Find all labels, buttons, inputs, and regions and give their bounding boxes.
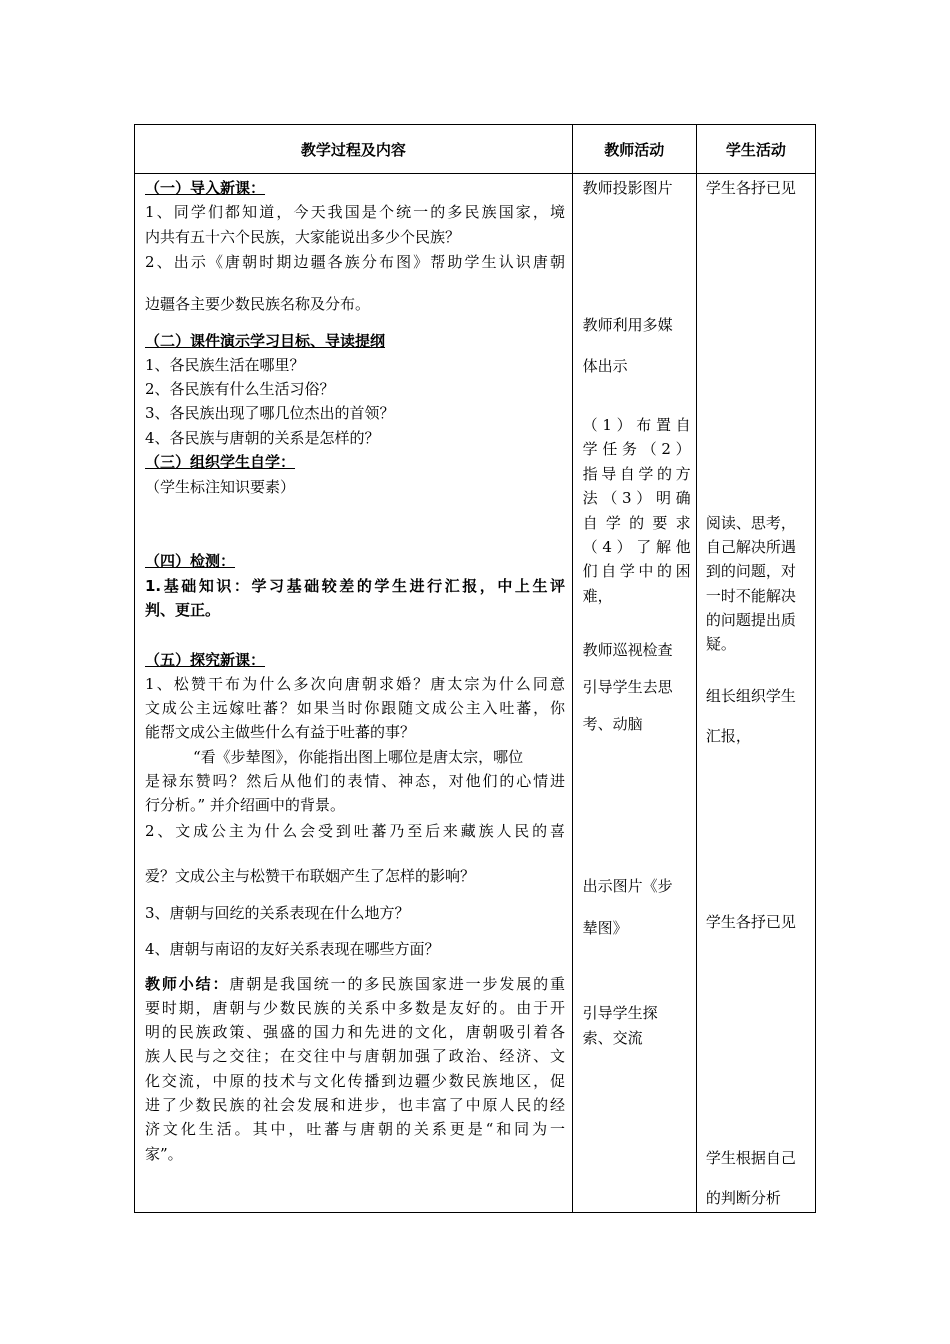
- section-1-line: 内共有五十六个民族，大家能说出多少个民族？: [145, 228, 461, 246]
- section-5-line: 爱？文成公主与松赞干布联姻产生了怎样的影响？: [145, 867, 476, 885]
- teacher-activity-text: 们自学中的困: [582, 562, 691, 580]
- teacher-activity-text: 自学的要求: [582, 514, 691, 532]
- section-5-line: 能帮文成公主做些什么有益于吐蕃的事？: [145, 723, 416, 741]
- header-row: [135, 125, 816, 174]
- student-activity-text: 疑。: [705, 635, 736, 653]
- student-activity-text: 组长组织学生: [705, 687, 796, 705]
- header-teacher-activity: 教师活动: [572, 125, 696, 174]
- section-1-line: 1、同学们都知道，今天我国是个统一的多民族国家，境: [145, 203, 565, 221]
- section-4-title: （四）检测：: [145, 552, 236, 570]
- section-5-title: （五）探究新课：: [145, 651, 266, 669]
- section-1-title: （一）导入新课：: [145, 179, 266, 197]
- section-5-line: 是禄东赞吗？然后从他们的表情、神态，对他们的心情进: [145, 772, 565, 790]
- student-activity-text: 自己解决所遇: [705, 538, 796, 556]
- header-process-content: 教学过程及内容: [135, 125, 573, 174]
- process-content-cell: [135, 174, 573, 1213]
- section-1-line: 2、出示《唐朝时期边疆各族分布图》帮助学生认识唐朝: [145, 253, 565, 271]
- lesson-plan-table: [134, 124, 816, 1213]
- header-student-activity: 学生活动: [696, 125, 815, 174]
- section-1-line: 边疆各主要少数民族名称及分布。: [145, 295, 371, 313]
- summary-line: 明的民族政策、强盛的国力和先进的文化，唐朝吸引着各: [145, 1023, 565, 1041]
- section-5-line: 行分析。” 并介绍画中的背景。: [145, 796, 345, 814]
- summary-label: 教师小结：: [145, 975, 230, 993]
- section-5-line: 3、唐朝与回纥的关系表现在什么地方？: [145, 904, 410, 922]
- section-3-line: （学生标注知识要素）: [145, 478, 296, 496]
- student-activity-text: 学生各抒已见: [705, 179, 796, 197]
- section-2-title: （二）课件演示学习目标、导读提纲: [145, 332, 386, 350]
- student-activity-text: 的问题提出质: [705, 611, 796, 629]
- teacher-activity-text: 指导自学的方: [582, 465, 691, 483]
- teacher-activity-text: 索、交流: [582, 1029, 643, 1047]
- section-2-line: 1、各民族生活在哪里？: [145, 356, 305, 374]
- student-activity-text: 一时不能解决: [705, 587, 796, 605]
- teacher-activity-text: 引导学生去思: [582, 678, 673, 696]
- section-3-title: （三）组织学生自学：: [145, 453, 296, 471]
- section-5-line: 1、松赞干布为什么多次向唐朝求婚？唐太宗为什么同意: [145, 675, 565, 693]
- section-5-line: 2、文成公主为什么会受到吐蕃乃至后来藏族人民的喜: [145, 822, 565, 840]
- section-2-line: 4、各民族与唐朝的关系是怎样的？: [145, 429, 380, 447]
- student-activity-text: 到的问题，对: [705, 562, 796, 580]
- summary-line: [145, 972, 565, 996]
- body-row: [135, 174, 816, 1213]
- student-activity-text: 的判断分析: [705, 1189, 781, 1207]
- teacher-activity-cell: [572, 174, 696, 1213]
- section-4-line: 判、更正。: [145, 601, 221, 619]
- teacher-activity-text: （4）了解他: [582, 538, 691, 556]
- section-5-line: 4、唐朝与南诏的友好关系表现在哪些方面？: [145, 940, 440, 958]
- section-5-line: “看《步辇图》，你能指出图上哪位是唐太宗，哪位: [193, 748, 524, 766]
- teacher-activity-text: 难，: [582, 587, 613, 605]
- teacher-activity-text: 考、动脑: [582, 715, 643, 733]
- student-activity-text: 学生各抒已见: [705, 913, 796, 931]
- teacher-activity-text: 引导学生探: [582, 1004, 658, 1022]
- summary-line: 进了少数民族的社会发展和进步，也丰富了中原人民的经: [145, 1096, 565, 1114]
- student-activity-cell: [696, 174, 815, 1213]
- section-4-line: 1.基础知识：学习基础较差的学生进行汇报，中上生评: [145, 577, 565, 595]
- student-activity-text: 学生根据自己: [705, 1149, 796, 1167]
- summary-text: 唐朝是我国统一的多民族国家进一步发展的重: [229, 975, 565, 993]
- teacher-activity-text: 教师巡视检查: [582, 641, 673, 659]
- teacher-activity-text: 学任务（2）: [582, 440, 691, 458]
- summary-line: 化交流，中原的技术与文化传播到边疆少数民族地区，促: [145, 1072, 565, 1090]
- summary-line: 要时期，唐朝与少数民族的关系中多数是友好的。由于开: [145, 999, 565, 1017]
- summary-line: 家”。: [145, 1145, 183, 1163]
- teacher-activity-text: （1）布置自: [582, 416, 691, 434]
- teacher-activity-text: 出示图片《步: [582, 877, 673, 895]
- section-2-line: 2、各民族有什么生活习俗？: [145, 380, 335, 398]
- summary-line: 族人民与之交往；在交往中与唐朝加强了政治、经济、文: [145, 1047, 565, 1065]
- teacher-activity-text: 辇图》: [582, 919, 628, 937]
- section-2-line: 3、各民族出现了哪几位杰出的首领？: [145, 404, 395, 422]
- student-activity-text: 阅读、思考，: [705, 514, 796, 532]
- teacher-activity-text: 法（3）明确: [582, 489, 691, 507]
- teacher-activity-text: 教师投影图片: [582, 179, 673, 197]
- student-activity-text: 汇报，: [705, 727, 751, 745]
- summary-line: 济文化生活。其中，吐蕃与唐朝的关系更是“和同为一: [145, 1120, 565, 1138]
- teacher-activity-text: 体出示: [582, 357, 628, 375]
- section-5-line: 文成公主远嫁吐蕃？如果当时你跟随文成公主入吐蕃，你: [145, 699, 565, 717]
- teacher-activity-text: 教师利用多媒: [582, 316, 673, 334]
